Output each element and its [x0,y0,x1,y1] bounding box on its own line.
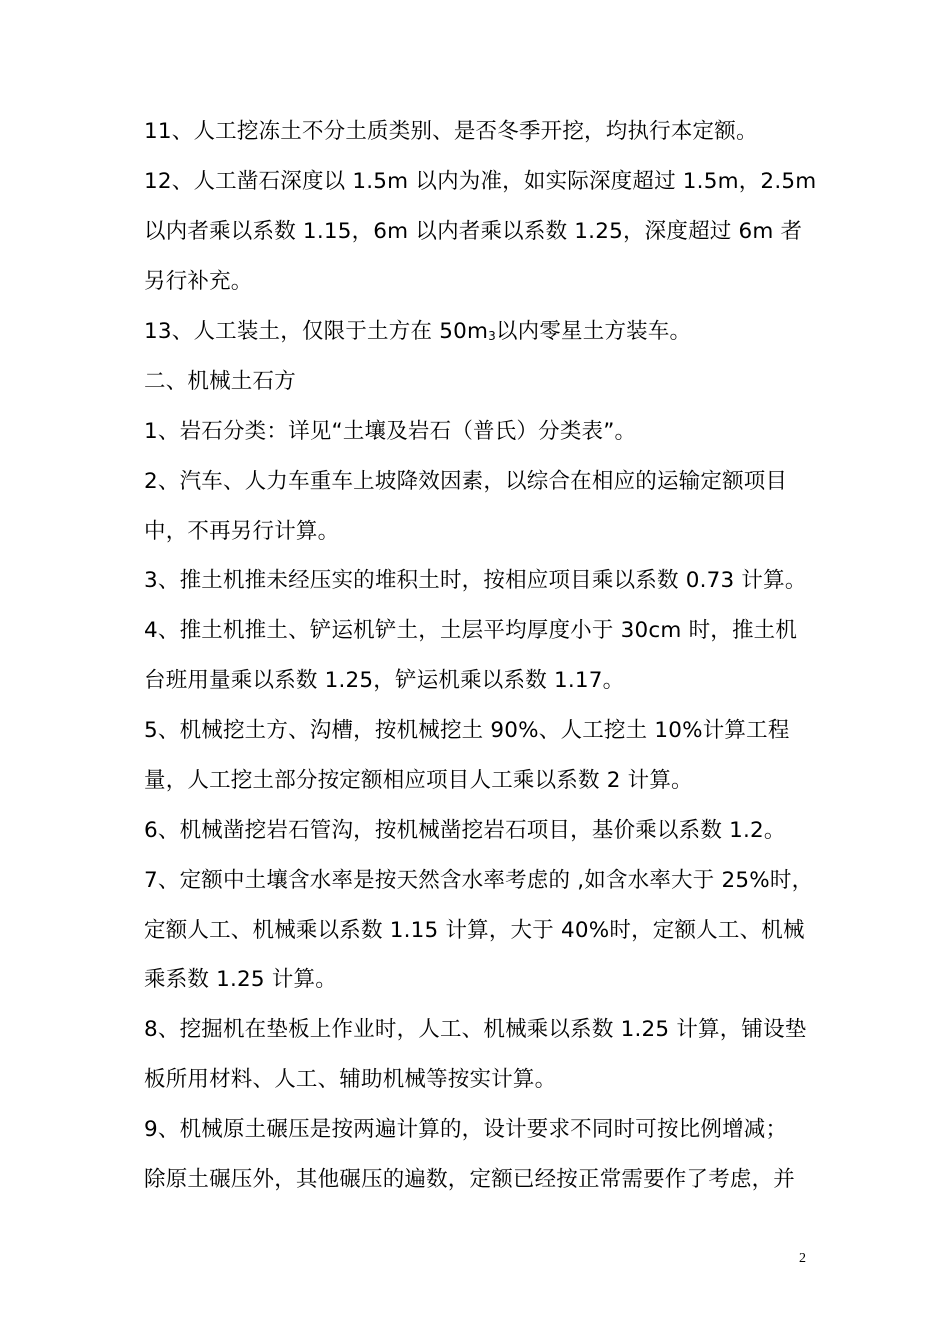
text-line: 2、汽车、人力车重车上坡降效因素，以综合在相应的运输定额项目 [144,469,788,494]
text-line-part: 以内零星土方装车。 [495,319,692,344]
text-line: 另行补充。 [144,269,253,294]
text-line: 3、推土机推未经压实的堆积土时，按相应项目乘以系数 0.73 计算。 [144,568,807,593]
text-line-part: 13、人工装土，仅限于土方在 50m [144,319,489,344]
page-number: 2 [799,1251,806,1266]
text-line: 9、机械原土碾压是按两遍计算的，设计要求不同时可按比例增减； [144,1117,788,1142]
text-line: 定额人工、机械乘以系数 1.15 计算，大于 40%时，定额人工、机械 [144,918,805,943]
text-line: 11、人工挖冻土不分土质类别、是否冬季开挖，均执行本定额。 [144,119,758,144]
text-line: 板所用材料、人工、辅助机械等按实计算。 [144,1067,557,1092]
subscript: 3 [488,329,496,343]
text-line: 4、推土机推土、铲运机铲土，土层平均厚度小于 30cm 时，推土机 [144,618,798,643]
text-line: 6、机械凿挖岩石管沟，按机械凿挖岩石项目，基价乘以系数 1.2。 [144,818,786,843]
text-line: 7、定额中土壤含水率是按天然含水率考虑的 ,如含水率大于 25%时， [144,868,814,893]
text-line: 以内者乘以系数 1.15，6m 以内者乘以系数 1.25，深度超过 6m 者 [144,219,803,244]
text-line: 除原土碾压外，其他碾压的遍数，定额已经按正常需要作了考虑，并 [144,1167,796,1192]
text-line: 1、岩石分类：详见“土壤及岩石（普氏）分类表”。 [144,419,637,444]
text-line: 5、机械挖土方、沟槽，按机械挖土 90%、人工挖土 10%计算工程 [144,718,790,743]
section-heading: 二、机械土石方 [144,369,296,394]
text-line: 量，人工挖土部分按定额相应项目人工乘以系数 2 计算。 [144,768,693,793]
text-line: 8、挖掘机在垫板上作业时，人工、机械乘以系数 1.25 计算，铺设垫 [144,1017,807,1042]
text-line: 12、人工凿石深度以 1.5m 以内为准，如实际深度超过 1.5m，2.5m [144,169,817,194]
text-line: 中，不再另行计算。 [144,519,340,544]
text-line: 乘系数 1.25 计算。 [144,967,337,992]
text-line [144,317,691,351]
text-line: 台班用量乘以系数 1.25，铲运机乘以系数 1.17。 [144,668,625,693]
